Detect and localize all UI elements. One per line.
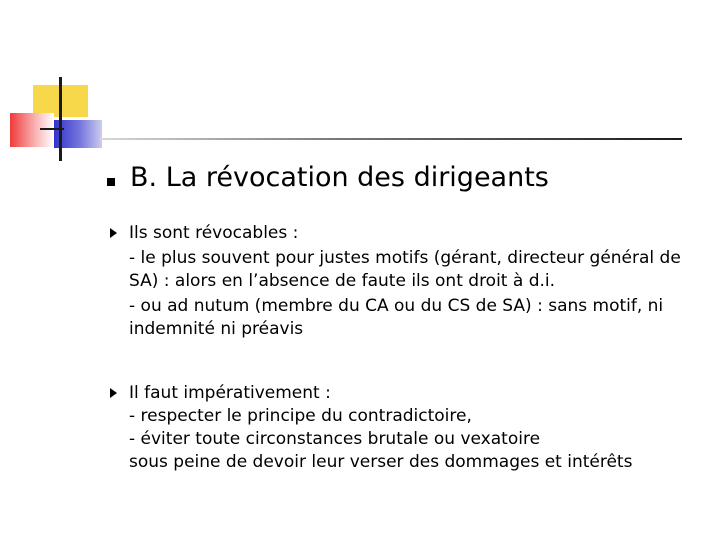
vertical-divider-line	[59, 77, 62, 161]
title-underline	[100, 138, 682, 140]
slide-title: B. La révocation des dirigeants	[130, 162, 549, 193]
slide-logo-decoration	[0, 0, 720, 160]
bullet-line: - ou ad nutum (membre du CA ou du CS de SA) : sans motif, ni indemnité ni préavis	[129, 296, 664, 339]
red-square	[10, 113, 54, 147]
short-horizontal-line	[40, 128, 64, 130]
arrow-bullet-icon	[110, 228, 117, 238]
square-bullet-icon	[107, 178, 115, 186]
bullet-imperatif	[129, 382, 714, 474]
bullet-revocables	[129, 222, 714, 341]
bullet-line: - le plus souvent pour justes motifs (gérant, directeur général de SA) : alors en l’absence de faute ils ont droit à d.i.	[129, 248, 681, 291]
bullet-line: sous peine de devoir leur verser des dommages et intérêts	[129, 452, 633, 472]
bullet-line: - respecter le principe du contradictoire,	[129, 406, 472, 426]
bullet-line: Ils sont révocables :	[129, 223, 299, 243]
bullet-line: - éviter toute circonstances brutale ou vexatoire	[129, 429, 541, 449]
bullet-line: Il faut impérativement :	[129, 383, 331, 403]
arrow-bullet-icon	[110, 388, 117, 398]
